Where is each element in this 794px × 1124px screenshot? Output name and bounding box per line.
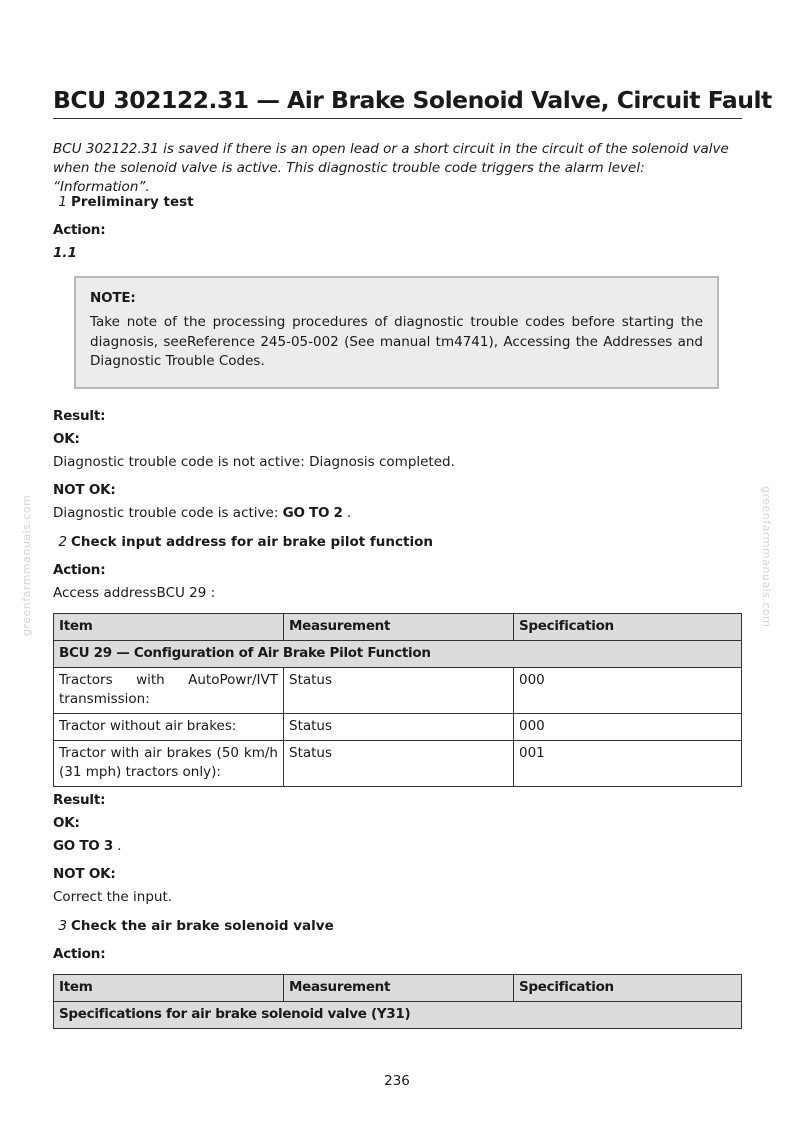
step-1-ok-label: OK: bbox=[53, 431, 80, 447]
table-section-row bbox=[54, 1002, 742, 1029]
cell-specification: 001 bbox=[514, 741, 742, 787]
header-specification: Specification bbox=[514, 975, 742, 1002]
table-row bbox=[54, 741, 742, 787]
step-1-title: Preliminary test bbox=[71, 194, 194, 210]
step-2-title: Check input address for air brake pilot function bbox=[71, 534, 433, 550]
step-3-action-label: Action: bbox=[53, 946, 106, 962]
step-2-notok-text: Correct the input. bbox=[53, 889, 173, 905]
cell-item: Tractor with air brakes (50 km/h (31 mph) tractors only): bbox=[54, 741, 284, 787]
cell-item: Tractors with AutoPowr/IVT transmission: bbox=[54, 668, 284, 714]
step-2-action-text: Access addressBCU 29 : bbox=[53, 585, 216, 601]
table-header-row bbox=[54, 614, 742, 641]
goto-3-link[interactable]: GO TO 3 bbox=[53, 838, 113, 854]
step-1-heading bbox=[53, 194, 194, 210]
step-3-heading bbox=[53, 918, 334, 934]
table-section-row bbox=[54, 641, 742, 668]
cell-specification: 000 bbox=[514, 714, 742, 741]
spec-table bbox=[53, 974, 742, 1029]
cell-measurement: Status bbox=[284, 741, 514, 787]
step-2-notok-label: NOT OK: bbox=[53, 866, 116, 882]
watermark-right: greenfarmmanuals.com bbox=[760, 486, 773, 628]
page-number: 236 bbox=[384, 1073, 410, 1089]
step-3-number: 3 bbox=[58, 918, 67, 934]
step-1-action-label: Action: bbox=[53, 222, 106, 238]
header-measurement: Measurement bbox=[284, 975, 514, 1002]
watermark-left: greenfarmmanuals.com bbox=[20, 494, 33, 636]
step-2-result-label: Result: bbox=[53, 792, 106, 808]
table-header-row bbox=[54, 975, 742, 1002]
table-row bbox=[54, 714, 742, 741]
step-1-result-label: Result: bbox=[53, 408, 106, 424]
period: . bbox=[112, 838, 122, 854]
cell-measurement: Status bbox=[284, 668, 514, 714]
step-3-title: Check the air brake solenoid valve bbox=[71, 918, 334, 934]
cell-measurement: Status bbox=[284, 714, 514, 741]
intro-paragraph: BCU 302122.31 is saved if there is an open lead or a short circuit in the circuit of the solenoid valve when the solenoid valve is active. This diagnostic trouble code triggers the alarm level: “Information”. bbox=[53, 141, 729, 195]
step-1-notok-text: Diagnostic trouble code is active: bbox=[53, 505, 283, 521]
header-specification: Specification bbox=[514, 614, 742, 641]
step-2-ok-label: OK: bbox=[53, 815, 80, 831]
table-section-title: Specifications for air brake solenoid valve (Y31) bbox=[54, 1002, 742, 1029]
step-1-notok-line bbox=[53, 505, 351, 521]
step-2-heading bbox=[53, 534, 433, 550]
config-table bbox=[53, 613, 742, 787]
step-2-ok-line bbox=[53, 838, 122, 854]
note-box bbox=[74, 276, 719, 389]
page-title: BCU 302122.31 — Air Brake Solenoid Valve, Circuit Fault bbox=[53, 86, 742, 119]
table-row bbox=[54, 668, 742, 714]
cell-specification: 000 bbox=[514, 668, 742, 714]
goto-2-link[interactable]: GO TO 2 bbox=[282, 505, 343, 521]
substep-1-1: 1.1 bbox=[53, 245, 77, 261]
step-1-notok-label: NOT OK: bbox=[53, 482, 116, 498]
header-item: Item bbox=[54, 614, 284, 641]
header-item: Item bbox=[54, 975, 284, 1002]
period: . bbox=[342, 505, 352, 521]
step-1-ok-text: Diagnostic trouble code is not active: Diagnosis completed. bbox=[53, 454, 455, 470]
note-title: NOTE: bbox=[90, 290, 136, 306]
step-2-action-label: Action: bbox=[53, 562, 106, 578]
step-1-number: 1 bbox=[58, 194, 67, 210]
table-section-title: BCU 29 — Configuration of Air Brake Pilot Function bbox=[54, 641, 742, 668]
step-2-number: 2 bbox=[58, 534, 67, 550]
note-body: Take note of the processing procedures of diagnostic trouble codes before starting the diagnosis, seeReference 245-05-002 (See manual tm4741), Accessing the Addresses and Diagnostic Trouble Codes. bbox=[90, 314, 703, 369]
header-measurement: Measurement bbox=[284, 614, 514, 641]
cell-item: Tractor without air brakes: bbox=[54, 714, 284, 741]
